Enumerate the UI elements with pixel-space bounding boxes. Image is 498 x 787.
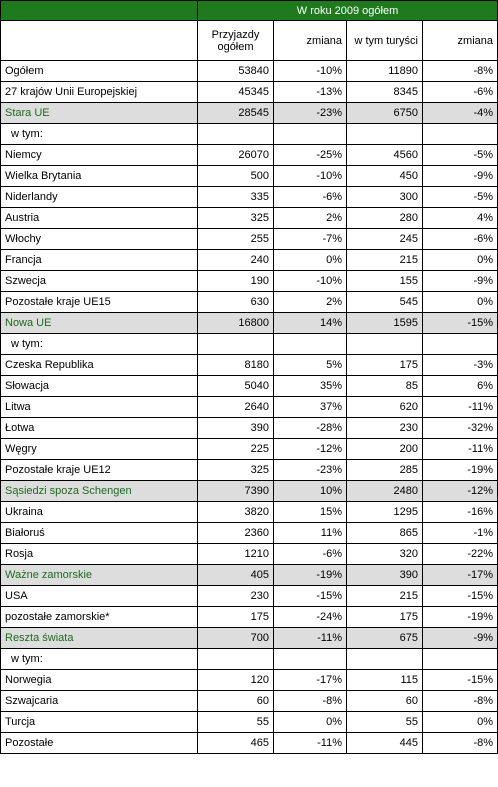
table-row <box>1 502 498 523</box>
table-row <box>1 691 498 712</box>
change2-value: -16% <box>423 502 498 523</box>
change2-value: -1% <box>423 523 498 544</box>
tourists-value: 11890 <box>347 61 423 82</box>
change1-value: -24% <box>274 607 347 628</box>
change2-value: -11% <box>423 397 498 418</box>
change1-value: -12% <box>274 439 347 460</box>
table-row <box>1 439 498 460</box>
change2-value: -9% <box>423 271 498 292</box>
row-label: Białoruś <box>1 523 198 544</box>
tourists-value: 1595 <box>347 313 423 334</box>
tourists-value: 8345 <box>347 82 423 103</box>
arrivals-value: 16800 <box>198 313 274 334</box>
row-label: Niemcy <box>1 145 198 166</box>
change2-value: 0% <box>423 250 498 271</box>
tourists-value: 200 <box>347 439 423 460</box>
header-corner-cell <box>1 1 198 21</box>
table-row <box>1 733 498 754</box>
change2-value: -6% <box>423 82 498 103</box>
change2-value: -32% <box>423 418 498 439</box>
table-row <box>1 292 498 313</box>
row-label: Reszta świata <box>1 628 198 649</box>
change1-value: -28% <box>274 418 347 439</box>
table-row <box>1 229 498 250</box>
arrivals-value: 3820 <box>198 502 274 523</box>
tourists-value: 280 <box>347 208 423 229</box>
tourists-value: 230 <box>347 418 423 439</box>
tourists-value: 60 <box>347 691 423 712</box>
tourists-value: 285 <box>347 460 423 481</box>
change1-value: -6% <box>274 544 347 565</box>
change2-value <box>423 124 498 145</box>
row-label: Austria <box>1 208 198 229</box>
header-row-group <box>1 1 498 21</box>
table-row <box>1 586 498 607</box>
row-label: Turcja <box>1 712 198 733</box>
change1-value: 15% <box>274 502 347 523</box>
row-label: Rosja <box>1 544 198 565</box>
header-change1: zmiana <box>274 21 347 61</box>
row-label: w tym: <box>1 334 198 355</box>
table-row <box>1 670 498 691</box>
change1-value: -8% <box>274 691 347 712</box>
header-arrivals-line1: Przyjazdy <box>211 28 260 41</box>
row-label: Łotwa <box>1 418 198 439</box>
change2-value: -12% <box>423 481 498 502</box>
arrivals-value: 230 <box>198 586 274 607</box>
arrivals-value: 45345 <box>198 82 274 103</box>
row-label: Pozostałe <box>1 733 198 754</box>
change2-value: -9% <box>423 628 498 649</box>
tourists-value: 390 <box>347 565 423 586</box>
change1-value: -25% <box>274 145 347 166</box>
change1-value: -10% <box>274 61 347 82</box>
change2-value: -15% <box>423 313 498 334</box>
row-label: Pozostałe kraje UE15 <box>1 292 198 313</box>
row-label: Szwajcaria <box>1 691 198 712</box>
arrivals-value <box>198 649 274 670</box>
row-label: Włochy <box>1 229 198 250</box>
tourists-value: 865 <box>347 523 423 544</box>
change1-value: -15% <box>274 586 347 607</box>
tourists-value: 2480 <box>347 481 423 502</box>
row-label: 27 krajów Unii Europejskiej <box>1 82 198 103</box>
arrivals-value: 55 <box>198 712 274 733</box>
row-label: Niderlandy <box>1 187 198 208</box>
table-row <box>1 712 498 733</box>
change1-value <box>274 649 347 670</box>
change1-value: -11% <box>274 733 347 754</box>
row-label: Węgry <box>1 439 198 460</box>
change1-value: 5% <box>274 355 347 376</box>
change1-value: -23% <box>274 103 347 124</box>
change2-value: -19% <box>423 460 498 481</box>
change1-value <box>274 124 347 145</box>
tourists-value: 4560 <box>347 145 423 166</box>
arrivals-value: 175 <box>198 607 274 628</box>
tourists-value: 215 <box>347 586 423 607</box>
change2-value: -5% <box>423 145 498 166</box>
change2-value: 0% <box>423 712 498 733</box>
tourists-value <box>347 124 423 145</box>
arrivals-value: 240 <box>198 250 274 271</box>
row-label: Słowacja <box>1 376 198 397</box>
header-arrivals-line2: ogółem <box>217 40 254 53</box>
change2-value: -11% <box>423 439 498 460</box>
table-subheader-row <box>1 649 498 670</box>
change2-value: -17% <box>423 565 498 586</box>
header-label-cell <box>1 21 198 61</box>
table-subheader-row <box>1 334 498 355</box>
arrivals-value: 325 <box>198 460 274 481</box>
change1-value: -10% <box>274 271 347 292</box>
change2-value: -4% <box>423 103 498 124</box>
arrivals-value: 630 <box>198 292 274 313</box>
tourists-value: 545 <box>347 292 423 313</box>
change2-value <box>423 334 498 355</box>
table-group-row <box>1 628 498 649</box>
tourists-value: 115 <box>347 670 423 691</box>
change1-value: 2% <box>274 292 347 313</box>
table-row <box>1 82 498 103</box>
change1-value: 35% <box>274 376 347 397</box>
change1-value: -13% <box>274 82 347 103</box>
arrivals-value: 2360 <box>198 523 274 544</box>
arrivals-value: 120 <box>198 670 274 691</box>
tourists-value: 320 <box>347 544 423 565</box>
header-row-columns <box>1 21 498 61</box>
row-label: Sąsiedzi spoza Schengen <box>1 481 198 502</box>
arrivals-value: 2640 <box>198 397 274 418</box>
table-row <box>1 460 498 481</box>
arrivals-value: 405 <box>198 565 274 586</box>
table-group-row <box>1 481 498 502</box>
arrivals-value: 26070 <box>198 145 274 166</box>
arrivals-value: 7390 <box>198 481 274 502</box>
change2-value: -22% <box>423 544 498 565</box>
tourists-value: 85 <box>347 376 423 397</box>
change1-value: -11% <box>274 628 347 649</box>
tourists-value <box>347 649 423 670</box>
tourists-value: 175 <box>347 355 423 376</box>
tourists-value: 6750 <box>347 103 423 124</box>
table-row <box>1 544 498 565</box>
arrivals-value: 700 <box>198 628 274 649</box>
row-label: USA <box>1 586 198 607</box>
arrivals-value: 28545 <box>198 103 274 124</box>
change1-value: 11% <box>274 523 347 544</box>
table-row <box>1 376 498 397</box>
tourists-value: 55 <box>347 712 423 733</box>
change2-value: -19% <box>423 607 498 628</box>
header-arrivals <box>198 21 274 61</box>
row-label: Norwegia <box>1 670 198 691</box>
table-row <box>1 523 498 544</box>
row-label: w tym: <box>1 124 198 145</box>
row-label: Ważne zamorskie <box>1 565 198 586</box>
change2-value: -9% <box>423 166 498 187</box>
table-body <box>1 61 498 754</box>
tourists-value: 620 <box>347 397 423 418</box>
table-row <box>1 355 498 376</box>
arrivals-value: 325 <box>198 208 274 229</box>
row-label: Wielka Brytania <box>1 166 198 187</box>
change2-value: -8% <box>423 61 498 82</box>
row-label: Ogółem <box>1 61 198 82</box>
change1-value: 10% <box>274 481 347 502</box>
arrivals-value: 53840 <box>198 61 274 82</box>
arrivals-value: 255 <box>198 229 274 250</box>
table-row <box>1 397 498 418</box>
table-group-row <box>1 103 498 124</box>
header-group-title: W roku 2009 ogółem <box>198 1 498 21</box>
row-label: Francja <box>1 250 198 271</box>
row-label: Litwa <box>1 397 198 418</box>
arrivals-value: 500 <box>198 166 274 187</box>
change2-value: -3% <box>423 355 498 376</box>
header-change2: zmiana <box>423 21 498 61</box>
arrivals-value: 8180 <box>198 355 274 376</box>
arrivals-value: 390 <box>198 418 274 439</box>
change2-value: -5% <box>423 187 498 208</box>
table-group-row <box>1 565 498 586</box>
header-tourists: w tym turyści <box>347 21 423 61</box>
table-row <box>1 208 498 229</box>
table-group-row <box>1 313 498 334</box>
table-subheader-row <box>1 124 498 145</box>
change1-value: -10% <box>274 166 347 187</box>
change2-value: -8% <box>423 691 498 712</box>
change1-value: -7% <box>274 229 347 250</box>
change1-value: 0% <box>274 250 347 271</box>
table-row <box>1 607 498 628</box>
table-row <box>1 187 498 208</box>
change1-value: -23% <box>274 460 347 481</box>
row-label: Czeska Republika <box>1 355 198 376</box>
row-label: pozostałe zamorskie* <box>1 607 198 628</box>
arrivals-value: 335 <box>198 187 274 208</box>
tourists-value: 245 <box>347 229 423 250</box>
tourists-value: 1295 <box>347 502 423 523</box>
change1-value: 37% <box>274 397 347 418</box>
arrivals-value <box>198 334 274 355</box>
change2-value <box>423 649 498 670</box>
change1-value: -17% <box>274 670 347 691</box>
change2-value: -8% <box>423 733 498 754</box>
change2-value: -15% <box>423 586 498 607</box>
tourists-value: 155 <box>347 271 423 292</box>
change1-value: 2% <box>274 208 347 229</box>
tourists-value: 300 <box>347 187 423 208</box>
arrivals-value <box>198 124 274 145</box>
row-label: Szwecja <box>1 271 198 292</box>
tourists-value: 675 <box>347 628 423 649</box>
tourists-value <box>347 334 423 355</box>
table-row <box>1 250 498 271</box>
arrivals-value: 465 <box>198 733 274 754</box>
arrivals-value: 190 <box>198 271 274 292</box>
row-label: Nowa UE <box>1 313 198 334</box>
row-label: Stara UE <box>1 103 198 124</box>
table-row <box>1 61 498 82</box>
arrivals-value: 5040 <box>198 376 274 397</box>
change1-value: -6% <box>274 187 347 208</box>
tourists-value: 450 <box>347 166 423 187</box>
table-row <box>1 271 498 292</box>
change2-value: 4% <box>423 208 498 229</box>
change1-value: 0% <box>274 712 347 733</box>
change2-value: 6% <box>423 376 498 397</box>
arrivals-value: 225 <box>198 439 274 460</box>
row-label: Ukraina <box>1 502 198 523</box>
table-row <box>1 166 498 187</box>
row-label: Pozostałe kraje UE12 <box>1 460 198 481</box>
row-label: w tym: <box>1 649 198 670</box>
tourists-value: 445 <box>347 733 423 754</box>
change2-value: -15% <box>423 670 498 691</box>
table-row <box>1 418 498 439</box>
change1-value: -19% <box>274 565 347 586</box>
arrivals-value: 60 <box>198 691 274 712</box>
table-row <box>1 145 498 166</box>
change1-value: 14% <box>274 313 347 334</box>
change2-value: 0% <box>423 292 498 313</box>
arrivals-value: 1210 <box>198 544 274 565</box>
tourists-value: 175 <box>347 607 423 628</box>
change1-value <box>274 334 347 355</box>
change2-value: -6% <box>423 229 498 250</box>
tourists-value: 215 <box>347 250 423 271</box>
